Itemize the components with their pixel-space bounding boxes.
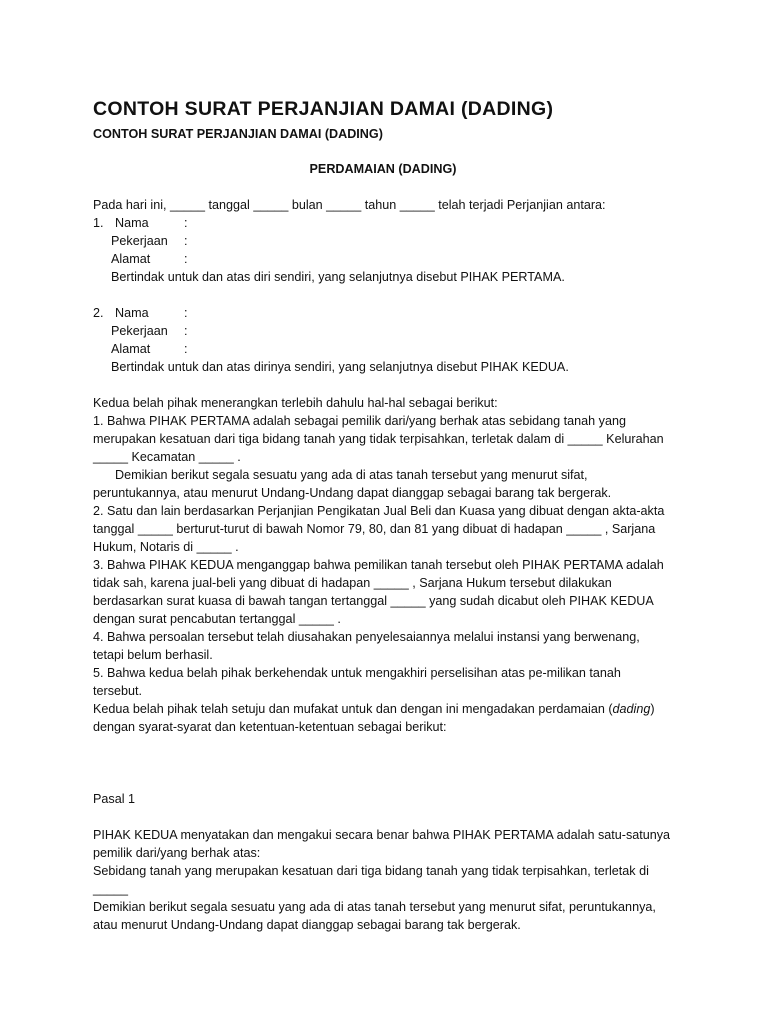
document-page	[93, 96, 673, 934]
party-1-address-label: Alamat	[111, 252, 151, 266]
spacer	[93, 736, 673, 772]
party-1-number: 1.	[93, 216, 104, 230]
recital-4: 4. Bahwa persoalan tersebut telah diusahakan penyelesaiannya melalui instansi yang berwenang, tetapi belum berhasil.	[93, 630, 640, 662]
recital-3: 3. Bahwa PIHAK KEDUA menganggap bahwa pemilikan tanah tersebut oleh PIHAK PERTAMA adalah tidak sah, karena jual-beli yang dibuat di hadapan _____ , Sarjana Hukum tersebut dilakukan berdasarkan surat kuasa di bawah tangan tertanggal _____ yang sudah dicabut oleh PIHAK KEDUA dengan surat pencabutan tertanggal _____ .	[93, 558, 664, 626]
colon: :	[184, 216, 188, 230]
colon: :	[184, 324, 188, 338]
party-1-block	[93, 214, 673, 286]
party-2-name-row	[93, 304, 673, 322]
party-2-statement: Bertindak untuk dan atas dirinya sendiri, yang selanjutnya disebut PIHAK KEDUA.	[111, 360, 569, 374]
agreement-text-start: Kedua belah pihak telah setuju dan mufakat untuk dan dengan ini mengadakan perdamaian (	[93, 702, 613, 716]
agreement-term-italic: dading	[612, 702, 651, 716]
party-2-name-label: Nama	[115, 306, 149, 320]
agreement-heading: PERDAMAIAN (DADING)	[309, 162, 457, 176]
party-2-number: 2.	[93, 306, 104, 320]
pasal-1-paragraph-1: PIHAK KEDUA menyatakan dan mengakui secara benar bahwa PIHAK PERTAMA adalah satu-satunya pemilik dari/yang berhak atas:	[93, 828, 671, 860]
recital-5: 5. Bahwa kedua belah pihak berkehendak untuk mengakhiri perselisihan atas pe-milikan tanah tersebut.	[93, 666, 621, 698]
document-subtitle: CONTOH SURAT PERJANJIAN DAMAI (DADING)	[93, 127, 383, 141]
document-title: CONTOH SURAT PERJANJIAN DAMAI (DADING)	[93, 98, 554, 120]
party-2-job-row	[93, 322, 673, 340]
spacer	[93, 178, 673, 196]
spacer	[93, 286, 673, 304]
party-1-statement: Bertindak untuk dan atas diri sendiri, yang selanjutnya disebut PIHAK PERTAMA.	[111, 270, 565, 284]
intro-paragraph: Pada hari ini, _____ tanggal _____ bulan _____ tahun _____ telah terjadi Perjanjian antara:	[93, 198, 606, 212]
colon: :	[184, 234, 188, 248]
spacer	[93, 772, 673, 790]
party-2-address-row	[93, 340, 673, 358]
pasal-1-paragraph-3: Demikian berikut segala sesuatu yang ada di atas tanah tersebut yang menurut sifat, peruntukannya, atau menurut Undang-Undang dapat dianggap sebagai barang tak bergerak.	[93, 900, 656, 932]
colon: :	[184, 342, 188, 356]
recital-1-continued: Demikian berikut segala sesuatu yang ada di atas tanah tersebut yang menurut sifat, peruntukannya, atau menurut Undang-Undang dapat dianggap sebagai barang tak bergerak.	[93, 468, 612, 500]
pasal-1-title: Pasal 1	[93, 792, 136, 806]
pasal-1-paragraph-2: Sebidang tanah yang merupakan kesatuan dari tiga bidang tanah yang tidak terpisahkan, terletak di _____	[93, 864, 649, 896]
party-1-job-label: Pekerjaan	[111, 234, 168, 248]
party-1-name-row	[93, 214, 673, 232]
party-1-address-row	[93, 250, 673, 268]
spacer	[93, 808, 673, 826]
colon: :	[184, 252, 188, 266]
party-1-job-row	[93, 232, 673, 250]
agreement-text-end: ) dengan syarat-syarat dan ketentuan-ketentuan sebagai berikut:	[93, 702, 655, 734]
spacer	[93, 376, 673, 394]
recital-1: 1. Bahwa PIHAK PERTAMA adalah sebagai pemilik dari/yang berhak atas sebidang tanah yang merupakan kesatuan dari tiga bidang tanah yang tidak terpisahkan, terletak dalam di _____ Kelurahan _____ Kecamatan _____ .	[93, 414, 664, 464]
party-1-name-label: Nama	[115, 216, 149, 230]
recitals-intro: Kedua belah pihak menerangkan terlebih dahulu hal-hal sebagai berikut:	[93, 396, 498, 410]
party-2-address-label: Alamat	[111, 342, 151, 356]
recital-2: 2. Satu dan lain berdasarkan Perjanjian Pengikatan Jual Beli dan Kuasa yang dibuat dengan akta-akta tanggal _____ berturut-turut di bawah Nomor 79, 80, dan 81 yang dibuat di hadapan _____ , Sarjana Hukum, Notaris di _____ .	[93, 504, 665, 554]
party-2-block	[93, 304, 673, 376]
agreement-paragraph	[93, 700, 673, 736]
party-2-job-label: Pekerjaan	[111, 324, 168, 338]
colon: :	[184, 306, 188, 320]
